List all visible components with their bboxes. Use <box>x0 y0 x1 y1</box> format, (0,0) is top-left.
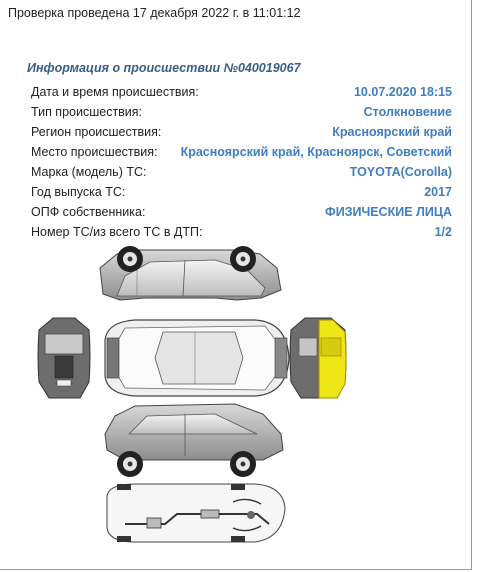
wheel-icon <box>230 246 256 272</box>
check-timestamp: Проверка проведена 17 декабря 2022 г. в 11:01:12 <box>8 6 301 20</box>
info-value: 10.07.2020 18:15 <box>353 85 452 99</box>
info-value: 1/2 <box>434 225 452 239</box>
car-right-side-view <box>105 404 283 477</box>
info-row-datetime <box>31 83 452 102</box>
info-value: Столкновение <box>363 105 452 119</box>
info-row-type <box>31 103 452 122</box>
info-value: TOYOTA(Corolla) <box>349 165 452 179</box>
info-value: Красноярский край <box>332 125 452 139</box>
info-row-owner <box>31 203 452 222</box>
info-value: ФИЗИЧЕСКИЕ ЛИЦА <box>325 205 452 219</box>
incident-title: Информация о происшествии №040019067 <box>27 61 301 75</box>
damage-scheme <box>25 238 365 558</box>
info-row-year <box>31 183 452 202</box>
car-underbody-view <box>107 484 285 542</box>
info-label: Год выпуска ТС: <box>31 185 126 199</box>
car-left-side-view <box>100 246 281 300</box>
info-row-place <box>31 143 452 162</box>
wheel-icon <box>117 246 143 272</box>
info-label: Регион происшествия: <box>31 125 162 139</box>
wheel-icon <box>230 451 256 477</box>
info-label: Тип происшествия: <box>31 105 143 119</box>
info-label: Место происшествия: <box>31 145 158 159</box>
info-label: Марка (модель) ТС: <box>31 165 147 179</box>
info-label: Дата и время происшествия: <box>31 85 199 99</box>
info-row-model <box>31 163 452 182</box>
car-front-view <box>38 318 90 398</box>
info-value: 2017 <box>424 185 452 199</box>
damage-highlight <box>319 320 346 398</box>
info-label: Номер ТС/из всего ТС в ДТП: <box>31 225 203 239</box>
info-label: ОПФ собственника: <box>31 205 146 219</box>
wheel-icon <box>117 451 143 477</box>
info-row-region <box>31 123 452 142</box>
car-top-view <box>105 320 289 396</box>
info-value: Красноярский край, Красноярск, Советский <box>180 145 452 159</box>
car-rear-view <box>290 318 346 398</box>
